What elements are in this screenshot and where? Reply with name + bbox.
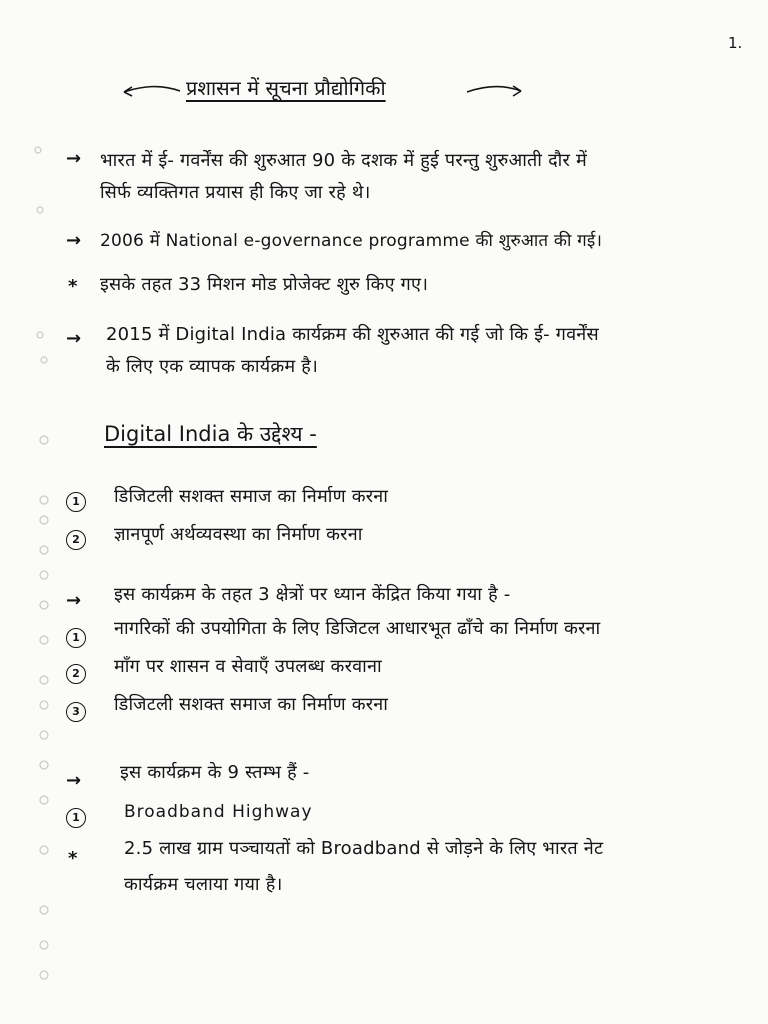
intro-line: सिर्फ व्यक्तिगत प्रयास ही किए जा रहे थे। (100, 182, 371, 203)
objective-item: ज्ञानपूर्ण अर्थव्यवस्था का निर्माण करना (114, 524, 363, 545)
number-circle: 2 (66, 664, 86, 684)
number-circle: 1 (66, 628, 86, 648)
pillars-intro: इस कार्यक्रम के 9 स्तम्भ हैं - (120, 762, 310, 783)
objective-item: डिजिटली सशक्त समाज का निर्माण करना (114, 486, 389, 507)
pillar-note-line: कार्यक्रम चलाया गया है। (124, 874, 283, 895)
areas-intro: इस कार्यक्रम के तहत 3 क्षेत्रों पर ध्यान केंद्रित किया गया है - (114, 584, 511, 605)
bullet-star: * (68, 276, 78, 297)
number-circle: 3 (66, 702, 86, 722)
intro-line: 2006 में National e-governance programme की शुरुआत की गई। (100, 231, 603, 251)
bullet-arrow: → (66, 328, 82, 349)
right-arrow-icon (465, 78, 527, 100)
left-arrow-icon (120, 78, 182, 100)
bullet-arrow: → (66, 770, 82, 791)
page-title: प्रशासन में सूचना प्रौद्योगिकी (186, 76, 386, 100)
area-item: नागरिकों की उपयोगिता के लिए डिजिटल आधारभूत ढाँचे का निर्माण करना (114, 618, 601, 639)
intro-line: 2015 में Digital India कार्यक्रम की शुरुआत की गई जो कि ई- गवर्नेंस (106, 324, 599, 345)
bullet-star: * (68, 848, 78, 869)
number-circle: 1 (66, 808, 86, 828)
bullet-arrow: → (66, 230, 82, 251)
number-circle: 1 (66, 492, 86, 512)
intro-line: के लिए एक व्यापक कार्यक्रम है। (106, 356, 319, 377)
intro-line: भारत में ई- गवर्नेंस की शुरुआत 90 के दशक में हुई परन्तु शुरुआती दौर में (100, 150, 587, 171)
title-row (120, 74, 540, 114)
pillar-note-line: 2.5 लाख ग्राम पञ्चायतों को Broadband से जोड़ने के लिए भारत नेट (124, 838, 604, 859)
area-item: माँग पर शासन व सेवाएँ उपलब्ध करवाना (114, 656, 382, 677)
area-item: डिजिटली सशक्त समाज का निर्माण करना (114, 694, 389, 715)
pillar-item: Broadband Highway (124, 802, 313, 822)
margin-holes (0, 0, 60, 1024)
section-heading: Digital India के उद्देश्य - (104, 422, 317, 446)
number-circle: 2 (66, 530, 86, 550)
bullet-arrow: → (66, 590, 82, 611)
intro-line: इसके तहत 33 मिशन मोड प्रोजेक्ट शुरु किए गए। (100, 274, 429, 295)
page-number: 1. (728, 34, 743, 52)
bullet-arrow: → (66, 148, 82, 169)
